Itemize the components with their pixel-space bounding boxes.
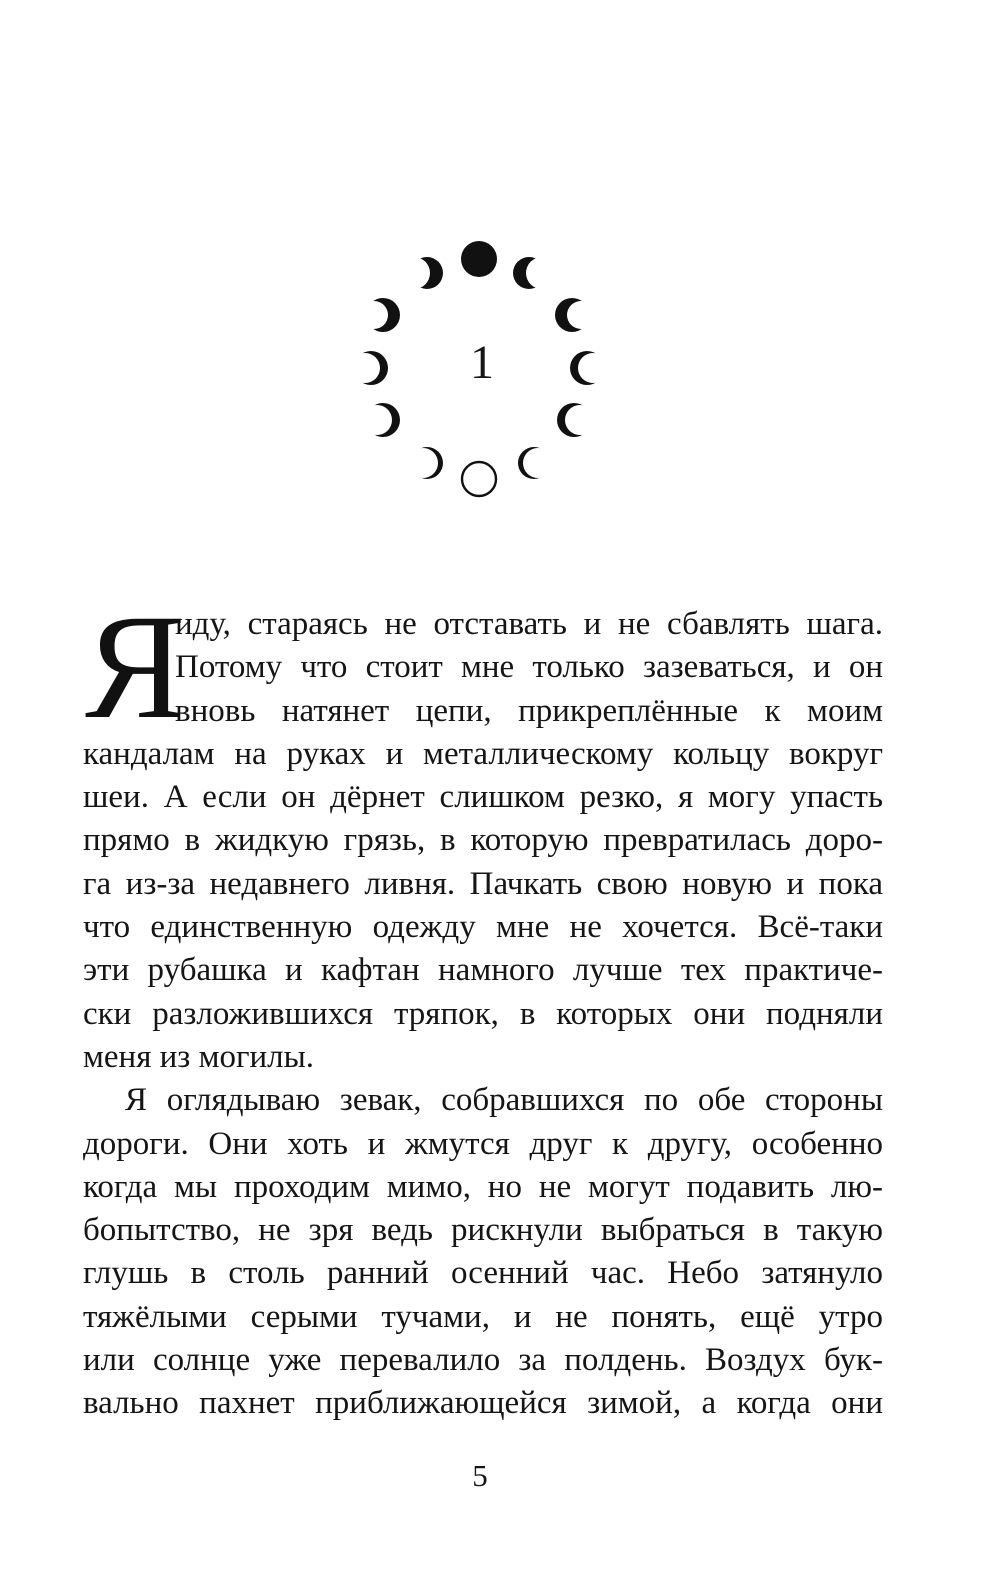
waning-moon-icon bbox=[513, 257, 545, 289]
text-line: дороги. Они хоть и жмутся друг к другу, особенно bbox=[83, 1125, 883, 1162]
text-line: прямо в жидкую грязь, в которую превратилась доро- bbox=[83, 822, 883, 859]
text-line: ски разложившихся тряпок, в которых они подняли bbox=[83, 995, 883, 1032]
text-line: Потому что стоит мне только зазеваться, и он bbox=[175, 649, 883, 686]
crescent-moon-icon bbox=[557, 403, 591, 437]
text-line: бопытство, не зря ведь рискнули выбраться в такую bbox=[83, 1212, 883, 1249]
text-line: что единственную одежду мне не хочется. Всё-таки bbox=[83, 909, 883, 946]
full-moon-icon bbox=[461, 241, 497, 277]
text-line: кандалам на руках и металлическому кольцу вокруг bbox=[83, 735, 883, 772]
text-line: шеи. А если он дёрнет слишком резко, я могу упасть bbox=[83, 779, 883, 816]
crescent-moon-icon bbox=[570, 351, 604, 385]
waning-moon-icon bbox=[555, 298, 589, 332]
text-line: глушь в столь ранний осенний час. Небо затянуло bbox=[83, 1255, 883, 1292]
new-moon-icon bbox=[462, 462, 496, 496]
text-line: меня из могилы. bbox=[83, 1038, 315, 1075]
text-line: вально пахнет приближающейся зимой, а когда они bbox=[83, 1385, 883, 1422]
text-line: вновь натянет цепи, прикреплённые к моим bbox=[175, 692, 883, 729]
text-line: Я оглядываю зевак, собравшихся по обе стороны bbox=[125, 1082, 883, 1119]
text-line: га из-за недавнего ливня. Пачкать свою новую и пока bbox=[83, 865, 883, 902]
text-line: или солнце уже перевалило за полдень. Воздух бук- bbox=[83, 1342, 883, 1379]
chapter-text bbox=[83, 584, 883, 1426]
text-line: эти рубашка и кафтан намного лучше тех практиче- bbox=[83, 952, 883, 989]
text-line: иду, стараясь не отставать и не сбавлять шага. bbox=[175, 606, 883, 642]
thin-crescent-moon-icon bbox=[411, 447, 443, 479]
chapter-number: 1 bbox=[470, 336, 494, 389]
text-line: тяжёлыми серыми тучами, и не понять, ещё утро bbox=[83, 1298, 883, 1335]
crescent-moon-icon bbox=[354, 351, 388, 385]
crescent-moon-icon bbox=[366, 403, 400, 437]
gibbous-moon-icon bbox=[411, 257, 443, 289]
page-number: 5 bbox=[472, 1458, 488, 1493]
drop-cap: Я bbox=[85, 584, 186, 750]
quarter-moon-icon bbox=[366, 298, 400, 332]
text-line: когда мы проходим мимо, но не могут подавить лю- bbox=[83, 1168, 883, 1205]
thin-crescent-moon-icon bbox=[518, 447, 550, 479]
